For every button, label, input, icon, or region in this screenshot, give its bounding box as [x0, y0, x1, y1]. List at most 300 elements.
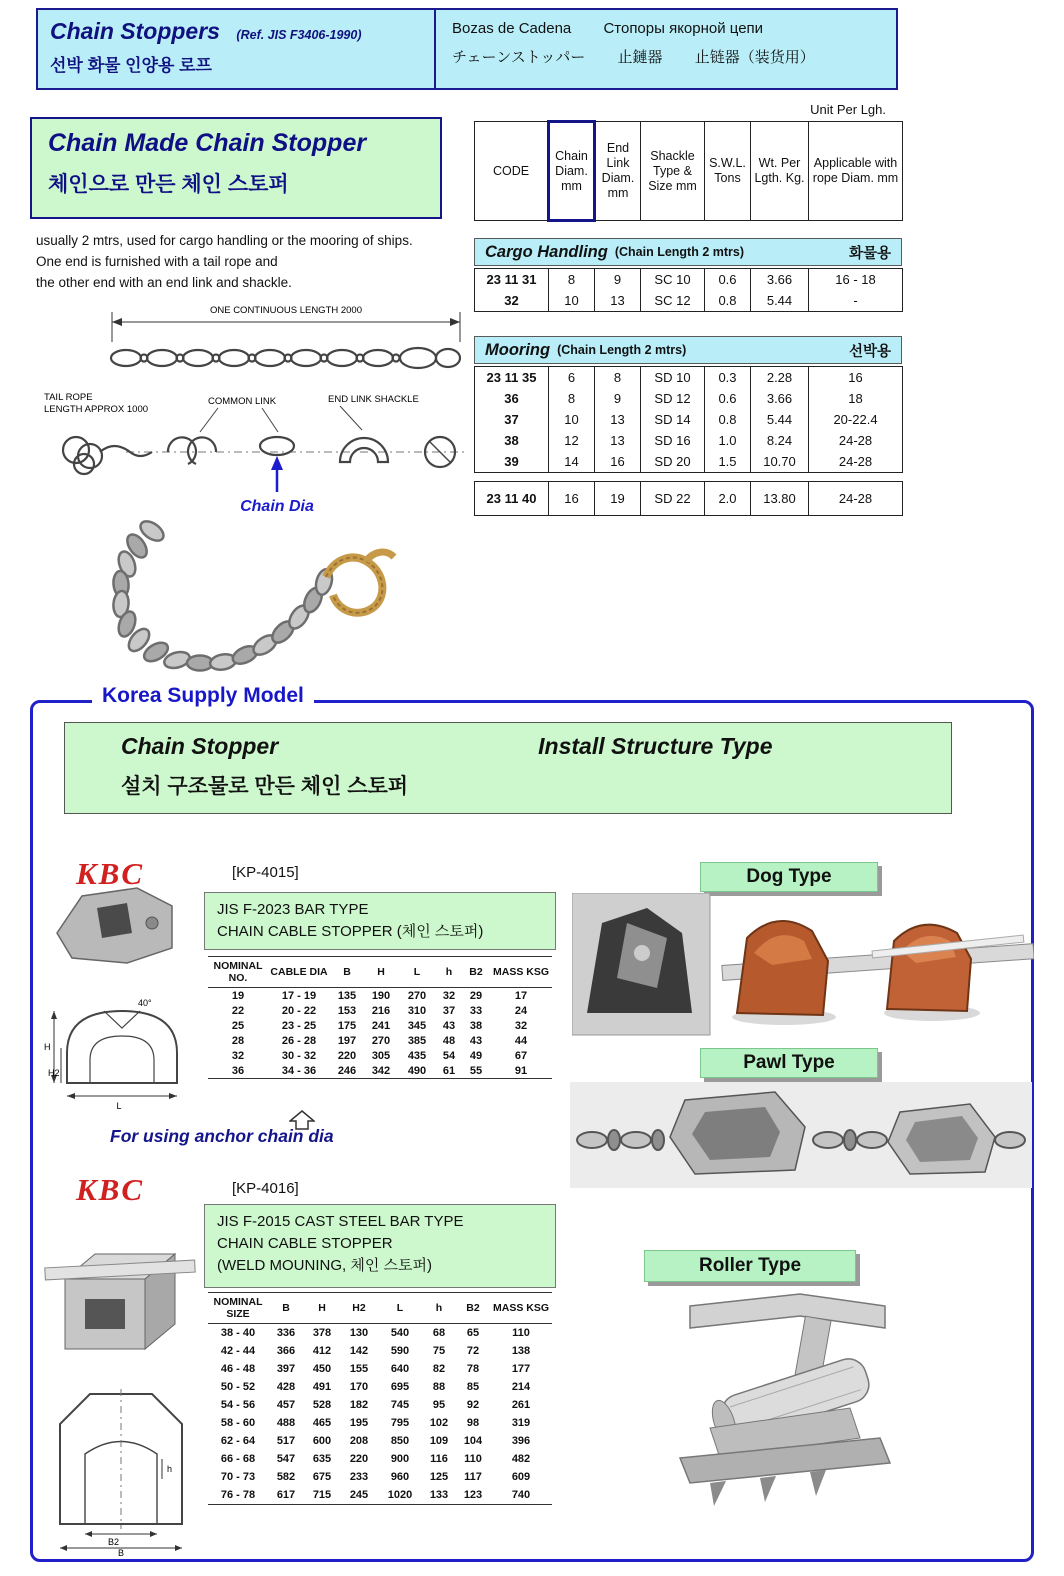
- cargo-section-note: (Chain Length 2 mtrs): [614, 245, 745, 259]
- table-cell: 62 - 64: [220, 1435, 256, 1447]
- table-cell: 366: [276, 1345, 296, 1357]
- table-cell: 29: [469, 989, 483, 1002]
- table-cell: SD 20: [641, 451, 705, 473]
- table-cell: 13.80: [751, 482, 809, 516]
- chain-made-title-box: [30, 117, 442, 219]
- table-cell: 305: [371, 1049, 391, 1062]
- table-row: [208, 1063, 552, 1079]
- mooring-section-note: (Chain Length 2 mtrs): [557, 343, 687, 357]
- col-header-swl: S.W.L. Tons: [705, 122, 751, 221]
- table-cell: 745: [390, 1399, 410, 1411]
- table-cell: 241: [371, 1019, 391, 1032]
- kp4016-h-mass: MASS KSG: [490, 1293, 552, 1324]
- table-cell: 336: [276, 1327, 296, 1339]
- table-cell: 34 - 36: [281, 1064, 317, 1077]
- kp4016-title-line: (WELD MOUNING, 체인 스토퍼): [217, 1257, 432, 1274]
- title-row: [50, 18, 422, 45]
- table-cell: 435: [407, 1049, 427, 1062]
- table-cell: 49: [469, 1049, 483, 1062]
- table-cell: 10: [549, 290, 595, 312]
- table-cell: 48: [442, 1034, 456, 1047]
- table-cell: 16: [595, 451, 641, 473]
- table-cell: 123: [463, 1489, 483, 1501]
- table-row: [208, 1468, 552, 1486]
- table-cell: 482: [511, 1453, 531, 1465]
- description-text: [36, 230, 476, 293]
- table-cell: 91: [514, 1064, 528, 1077]
- table-cell: 0.3: [705, 367, 751, 389]
- table-cell: 8: [595, 367, 641, 389]
- table-cell: 54: [442, 1049, 456, 1062]
- table-cell: 44: [514, 1034, 528, 1047]
- table-cell: 590: [390, 1345, 410, 1357]
- kp4015-title-line: CHAIN CABLE STOPPER (체인 스토퍼): [217, 923, 484, 940]
- table-cell: 0.6: [705, 269, 751, 291]
- table-cell: 190: [371, 989, 391, 1002]
- table-row: [475, 269, 903, 291]
- table-cell: 6: [549, 367, 595, 389]
- table-row: [208, 988, 552, 1004]
- page-title-korean: 선박 화물 인양용 로프: [50, 56, 212, 75]
- table-cell: 39: [475, 451, 549, 473]
- table-cell: 54 - 56: [220, 1399, 256, 1411]
- table-cell: 102: [429, 1417, 449, 1429]
- table-cell: 13: [595, 409, 641, 430]
- cargo-handling-section-bar: [474, 238, 902, 266]
- table-cell: 88: [432, 1381, 446, 1393]
- name-chinese-trad: 止鏈器: [617, 49, 663, 66]
- table-cell: 270: [407, 989, 427, 1002]
- table-row: [475, 430, 903, 451]
- table-row: [208, 1342, 552, 1360]
- table-cell: 95: [432, 1399, 446, 1411]
- kp4016-h-h: H: [304, 1293, 340, 1324]
- table-cell: 5.44: [751, 409, 809, 430]
- table-cell: 43: [442, 1019, 456, 1032]
- table-cell: 23 11 40: [475, 482, 549, 516]
- dim-label-l: L: [116, 1101, 122, 1111]
- kp4016-h-nominal: NOMINAL SIZE: [208, 1293, 268, 1324]
- table-cell: 385: [407, 1034, 427, 1047]
- table-cell: 10.70: [751, 451, 809, 473]
- table-cell: 17 - 19: [281, 989, 317, 1002]
- table-cell: 75: [432, 1345, 446, 1357]
- table-cell: SC 10: [641, 269, 705, 291]
- table-cell: 8: [549, 388, 595, 409]
- table-cell: 19: [595, 482, 641, 516]
- mooring-section-korean: 선박용: [848, 343, 891, 360]
- install-structure-title-box: [64, 722, 952, 814]
- dim-label-b: B: [118, 1548, 125, 1556]
- table-row: [208, 1414, 552, 1432]
- table-cell: 32: [514, 1019, 528, 1032]
- table-cell: 117: [464, 1471, 482, 1483]
- kp4016-h-h2: H2: [340, 1293, 378, 1324]
- table-row: [208, 1324, 552, 1343]
- kp4016-h-b2: B2: [456, 1293, 490, 1324]
- kbc-logo: KBC: [76, 856, 145, 891]
- table-row: [208, 1360, 552, 1378]
- col-header-weight: Wt. Per Lgth. Kg.: [751, 122, 809, 221]
- description-line: One end is furnished with a tail rope and: [36, 254, 278, 269]
- table-cell: 155: [349, 1363, 369, 1375]
- table-cell: 25: [231, 1019, 245, 1032]
- multilingual-line-1: [452, 20, 880, 37]
- table-cell: 24: [514, 1004, 528, 1017]
- table-cell: 12: [549, 430, 595, 451]
- section-title-kr: 체인으로 만든 체인 스토퍼: [48, 173, 289, 196]
- table-cell: 245: [349, 1489, 369, 1501]
- diagram-label-tail-rope-length: LENGTH APPROX 1000: [44, 404, 149, 415]
- table-cell: 528: [312, 1399, 332, 1411]
- table-row: [208, 1033, 552, 1048]
- mooring-section-title: Mooring: [485, 340, 551, 359]
- table-cell: 22: [231, 1004, 245, 1017]
- table-cell: 23 11 35: [475, 367, 549, 389]
- table-cell: 153: [337, 1004, 357, 1017]
- table-cell: 214: [511, 1381, 531, 1393]
- table-cell: 98: [466, 1417, 480, 1429]
- table-cell: 19: [231, 989, 245, 1002]
- table-cell: 2.28: [751, 367, 809, 389]
- table-cell: 850: [390, 1435, 410, 1447]
- table-cell: 135: [337, 989, 357, 1002]
- table-row: [475, 409, 903, 430]
- kp4016-code: [KP-4016]: [232, 1180, 299, 1197]
- kp4015-table: [208, 956, 552, 1079]
- table-cell: 16 - 18: [809, 269, 903, 291]
- table-cell: 609: [511, 1471, 531, 1483]
- kp4015-h-b: B: [330, 957, 364, 988]
- table-cell: 396: [511, 1435, 531, 1447]
- table-cell: SD 14: [641, 409, 705, 430]
- install-title-row: [65, 733, 951, 760]
- description-line: the other end with an end link and shackle.: [36, 275, 292, 290]
- table-row: [475, 388, 903, 409]
- install-title-en: Chain Stopper: [121, 733, 279, 759]
- table-cell: 695: [390, 1381, 410, 1393]
- table-cell: 37: [442, 1004, 456, 1017]
- table-cell: 32: [442, 989, 456, 1002]
- table-cell: 30 - 32: [281, 1049, 317, 1062]
- table-cell: 24-28: [809, 430, 903, 451]
- table-cell: 465: [312, 1417, 332, 1429]
- table-cell: 125: [429, 1471, 449, 1483]
- table-cell: 32: [231, 1049, 245, 1062]
- table-cell: 3.66: [751, 269, 809, 291]
- table-cell: 617: [276, 1489, 296, 1501]
- table-row: [475, 451, 903, 473]
- table-cell: 0.8: [705, 290, 751, 312]
- table-cell: 412: [312, 1345, 332, 1357]
- table-cell: 0.8: [705, 409, 751, 430]
- install-title-type: Install Structure Type: [538, 733, 773, 759]
- table-cell: 20 - 22: [281, 1004, 317, 1017]
- table-cell: 85: [466, 1381, 480, 1393]
- kp4015-title-box: [204, 892, 556, 950]
- table-cell: 38: [475, 430, 549, 451]
- table-cell: 18: [809, 388, 903, 409]
- kp4016-title-box: [204, 1204, 556, 1288]
- table-cell: 55: [469, 1064, 483, 1077]
- table-row: [208, 1018, 552, 1033]
- diagram-detail-parts: [63, 437, 455, 474]
- table-cell: 20-22.4: [809, 409, 903, 430]
- table-cell: 33: [469, 1004, 483, 1017]
- diagram-chain-links: [111, 348, 460, 368]
- diagram-label-tail-rope: TAIL ROPE: [44, 392, 93, 403]
- table-cell: 488: [276, 1417, 296, 1429]
- main-data-table: [474, 120, 902, 516]
- table-cell: 116: [430, 1453, 448, 1465]
- dim-label-b2: B2: [108, 1537, 120, 1547]
- table-cell: 42 - 44: [220, 1345, 256, 1357]
- page-title: Chain Stoppers: [50, 18, 220, 44]
- table-header-row: [474, 120, 903, 222]
- table-cell: 715: [312, 1489, 332, 1501]
- table-cell: 177: [511, 1363, 531, 1375]
- table-cell: 345: [407, 1019, 427, 1032]
- table-cell: 24-28: [809, 482, 903, 516]
- table-row: [475, 290, 903, 312]
- col-header-shackle: Shackle Type & Size mm: [641, 122, 705, 221]
- kp4016-drawing: [40, 1204, 202, 1556]
- table-cell: 457: [276, 1399, 296, 1411]
- table-cell: 82: [432, 1363, 446, 1375]
- page-title-ref: (Ref. JIS F3406-1990): [236, 28, 362, 42]
- table-cell: 68: [432, 1327, 446, 1339]
- cargo-section-korean: 화물용: [848, 245, 891, 262]
- page-header: [36, 8, 898, 90]
- table-cell: 195: [349, 1417, 369, 1429]
- table-cell: 24-28: [809, 451, 903, 473]
- cargo-rows-table: [474, 268, 903, 312]
- table-cell: 182: [349, 1399, 369, 1411]
- table-cell: 28: [231, 1034, 245, 1047]
- table-cell: 16: [549, 482, 595, 516]
- unit-per-length-label: Unit Per Lgh.: [810, 102, 886, 117]
- table-cell: 14: [549, 451, 595, 473]
- table-cell: 490: [407, 1064, 427, 1077]
- table-cell: 428: [276, 1381, 296, 1393]
- dog-type-label: Dog Type: [700, 862, 878, 892]
- pawl-type-photo: [570, 1082, 1032, 1188]
- table-cell: 3.66: [751, 388, 809, 409]
- table-cell: 540: [390, 1327, 410, 1339]
- kp4015-h-cable: CABLE DIA: [268, 957, 330, 988]
- dim-label-h-small: h: [167, 1464, 173, 1474]
- kp4015-drawing: [42, 878, 202, 1133]
- table-cell: 38: [469, 1019, 483, 1032]
- col-header-code: CODE: [475, 122, 549, 221]
- table-cell: 23 - 25: [281, 1019, 317, 1032]
- tail-rope-loop: [326, 552, 394, 613]
- table-cell: SD 22: [641, 482, 705, 516]
- kp4016-h-hh: h: [422, 1293, 456, 1324]
- name-chinese-simp: 止链器（装货用）: [694, 49, 815, 66]
- table-row: [208, 1432, 552, 1450]
- table-cell: 960: [390, 1471, 410, 1483]
- table-cell: 16: [809, 367, 903, 389]
- kp4016-title-line: CHAIN CABLE STOPPER: [217, 1235, 393, 1252]
- diagram-label-common-link: COMMON LINK: [208, 396, 277, 407]
- table-cell: 220: [337, 1049, 357, 1062]
- table-cell: 450: [312, 1363, 332, 1375]
- section-title-en: Chain Made Chain Stopper: [48, 129, 367, 157]
- name-japanese: チェーンストッパー: [452, 49, 586, 66]
- chain-with-tail-rope-photo: [90, 515, 402, 680]
- dim-label-h: H: [44, 1042, 51, 1052]
- table-cell: 216: [371, 1004, 391, 1017]
- table-row: [208, 1486, 552, 1505]
- table-cell: 76 - 78: [220, 1489, 256, 1501]
- mooring-section-bar: [474, 336, 902, 364]
- table-cell: 13: [595, 430, 641, 451]
- dim-label-angle: 40°: [138, 998, 152, 1008]
- table-cell: -: [809, 290, 903, 312]
- table-cell: 32: [475, 290, 549, 312]
- table-cell: 319: [511, 1417, 531, 1429]
- table-cell: 70 - 73: [220, 1471, 256, 1483]
- table-cell: 50 - 52: [220, 1381, 256, 1393]
- table-cell: 740: [511, 1489, 531, 1501]
- table-cell: 675: [312, 1471, 332, 1483]
- table-cell: 208: [349, 1435, 369, 1447]
- table-cell: SD 10: [641, 367, 705, 389]
- kp4016-table: [208, 1292, 552, 1505]
- table-row: [208, 1378, 552, 1396]
- korea-supply-label: Korea Supply Model: [92, 684, 314, 708]
- table-cell: 72: [466, 1345, 480, 1357]
- table-cell: 1020: [387, 1489, 413, 1501]
- header-right: [436, 10, 896, 88]
- table-cell: 13: [595, 290, 641, 312]
- kp4015-h-h: H: [364, 957, 398, 988]
- final-row-table: [474, 481, 903, 516]
- table-cell: 65: [466, 1327, 480, 1339]
- table-cell: 37: [475, 409, 549, 430]
- table-row: [475, 482, 903, 516]
- table-cell: 1.5: [705, 451, 751, 473]
- table-cell: 17: [514, 989, 528, 1002]
- anchor-chain-note: For using anchor chain dia: [110, 1126, 334, 1146]
- table-cell: 600: [312, 1435, 332, 1447]
- table-cell: 246: [337, 1064, 357, 1077]
- table-cell: 8.24: [751, 430, 809, 451]
- table-cell: 310: [407, 1004, 427, 1017]
- table-cell: 36: [231, 1064, 245, 1077]
- table-cell: 2.0: [705, 482, 751, 516]
- table-row: [208, 1450, 552, 1468]
- table-cell: 900: [390, 1453, 410, 1465]
- table-cell: 138: [511, 1345, 531, 1357]
- cargo-section-title: Cargo Handling: [485, 242, 608, 261]
- table-cell: 233: [349, 1471, 369, 1483]
- table-cell: 110: [512, 1327, 530, 1339]
- multilingual-line-2: [452, 46, 880, 67]
- table-cell: 130: [349, 1327, 369, 1339]
- col-header-chain-diam: Chain Diam. mm: [549, 122, 595, 221]
- mooring-rows-table: [474, 366, 903, 473]
- table-cell: 66 - 68: [220, 1453, 256, 1465]
- kp4015-h-b2: B2: [462, 957, 490, 988]
- table-cell: 170: [349, 1381, 369, 1393]
- table-cell: 58 - 60: [220, 1417, 256, 1429]
- table-cell: 491: [312, 1381, 332, 1393]
- table-cell: 110: [464, 1453, 482, 1465]
- kp4016-h-l: L: [378, 1293, 422, 1324]
- table-cell: 397: [276, 1363, 296, 1375]
- table-cell: 8: [549, 269, 595, 291]
- table-row: [208, 1396, 552, 1414]
- table-cell: 78: [466, 1363, 480, 1375]
- col-header-end-link: End Link Diam. mm: [595, 122, 641, 221]
- header-left: [38, 10, 436, 88]
- table-cell: 10: [549, 409, 595, 430]
- table-cell: 378: [312, 1327, 332, 1339]
- table-cell: 26 - 28: [281, 1034, 317, 1047]
- diagram-label-chain-dia: Chain Dia: [240, 498, 314, 515]
- table-cell: 795: [390, 1417, 410, 1429]
- table-cell: 67: [514, 1049, 528, 1062]
- table-cell: 342: [371, 1064, 391, 1077]
- chain-technical-diagram: [40, 300, 472, 518]
- table-cell: 197: [337, 1034, 357, 1047]
- table-cell: 1.0: [705, 430, 751, 451]
- table-row: [208, 1048, 552, 1063]
- kp4015-h-l: L: [398, 957, 436, 988]
- install-title-kr: 설치 구조물로 만든 체인 스토퍼: [121, 775, 409, 798]
- roller-type-label: Roller Type: [644, 1250, 856, 1282]
- kp4015-code: [KP-4015]: [232, 864, 299, 881]
- table-cell: 9: [595, 388, 641, 409]
- table-cell: 46 - 48: [220, 1363, 256, 1375]
- kp4015-h-mass: MASS KSG: [490, 957, 552, 988]
- table-cell: 640: [390, 1363, 410, 1375]
- table-cell: 36: [475, 388, 549, 409]
- table-cell: SC 12: [641, 290, 705, 312]
- description-line: usually 2 mtrs, used for cargo handling or the mooring of ships.: [36, 233, 413, 248]
- table-row: [475, 367, 903, 389]
- table-cell: 517: [276, 1435, 296, 1447]
- table-cell: 61: [442, 1064, 456, 1077]
- kbc-logo: KBC: [76, 1172, 145, 1207]
- table-cell: 38 - 40: [220, 1327, 256, 1339]
- kp4016-h-b: B: [268, 1293, 304, 1324]
- table-cell: 5.44: [751, 290, 809, 312]
- table-cell: 0.6: [705, 388, 751, 409]
- kp4015-h-nominal: NOMINAL NO.: [208, 957, 268, 988]
- col-header-rope: Applicable with rope Diam. mm: [809, 122, 903, 221]
- kp4015-h-hh: h: [436, 957, 462, 988]
- name-spanish: Bozas de Cadena: [452, 20, 572, 37]
- table-cell: 261: [511, 1399, 531, 1411]
- table-cell: 175: [337, 1019, 357, 1032]
- kp4016-title-line: JIS F-2015 CAST STEEL BAR TYPE: [217, 1213, 464, 1230]
- table-cell: 109: [429, 1435, 449, 1447]
- pawl-type-label: Pawl Type: [700, 1048, 878, 1078]
- table-cell: 270: [371, 1034, 391, 1047]
- table-cell: 582: [276, 1471, 296, 1483]
- diagram-label-end-link-shackle: END LINK SHACKLE: [328, 394, 419, 405]
- table-cell: 142: [349, 1345, 369, 1357]
- table-cell: 23 11 31: [475, 269, 549, 291]
- dim-label-h2: H2: [48, 1068, 60, 1078]
- table-cell: 547: [276, 1453, 296, 1465]
- table-cell: 635: [312, 1453, 332, 1465]
- table-cell: 133: [429, 1489, 449, 1501]
- table-cell: 9: [595, 269, 641, 291]
